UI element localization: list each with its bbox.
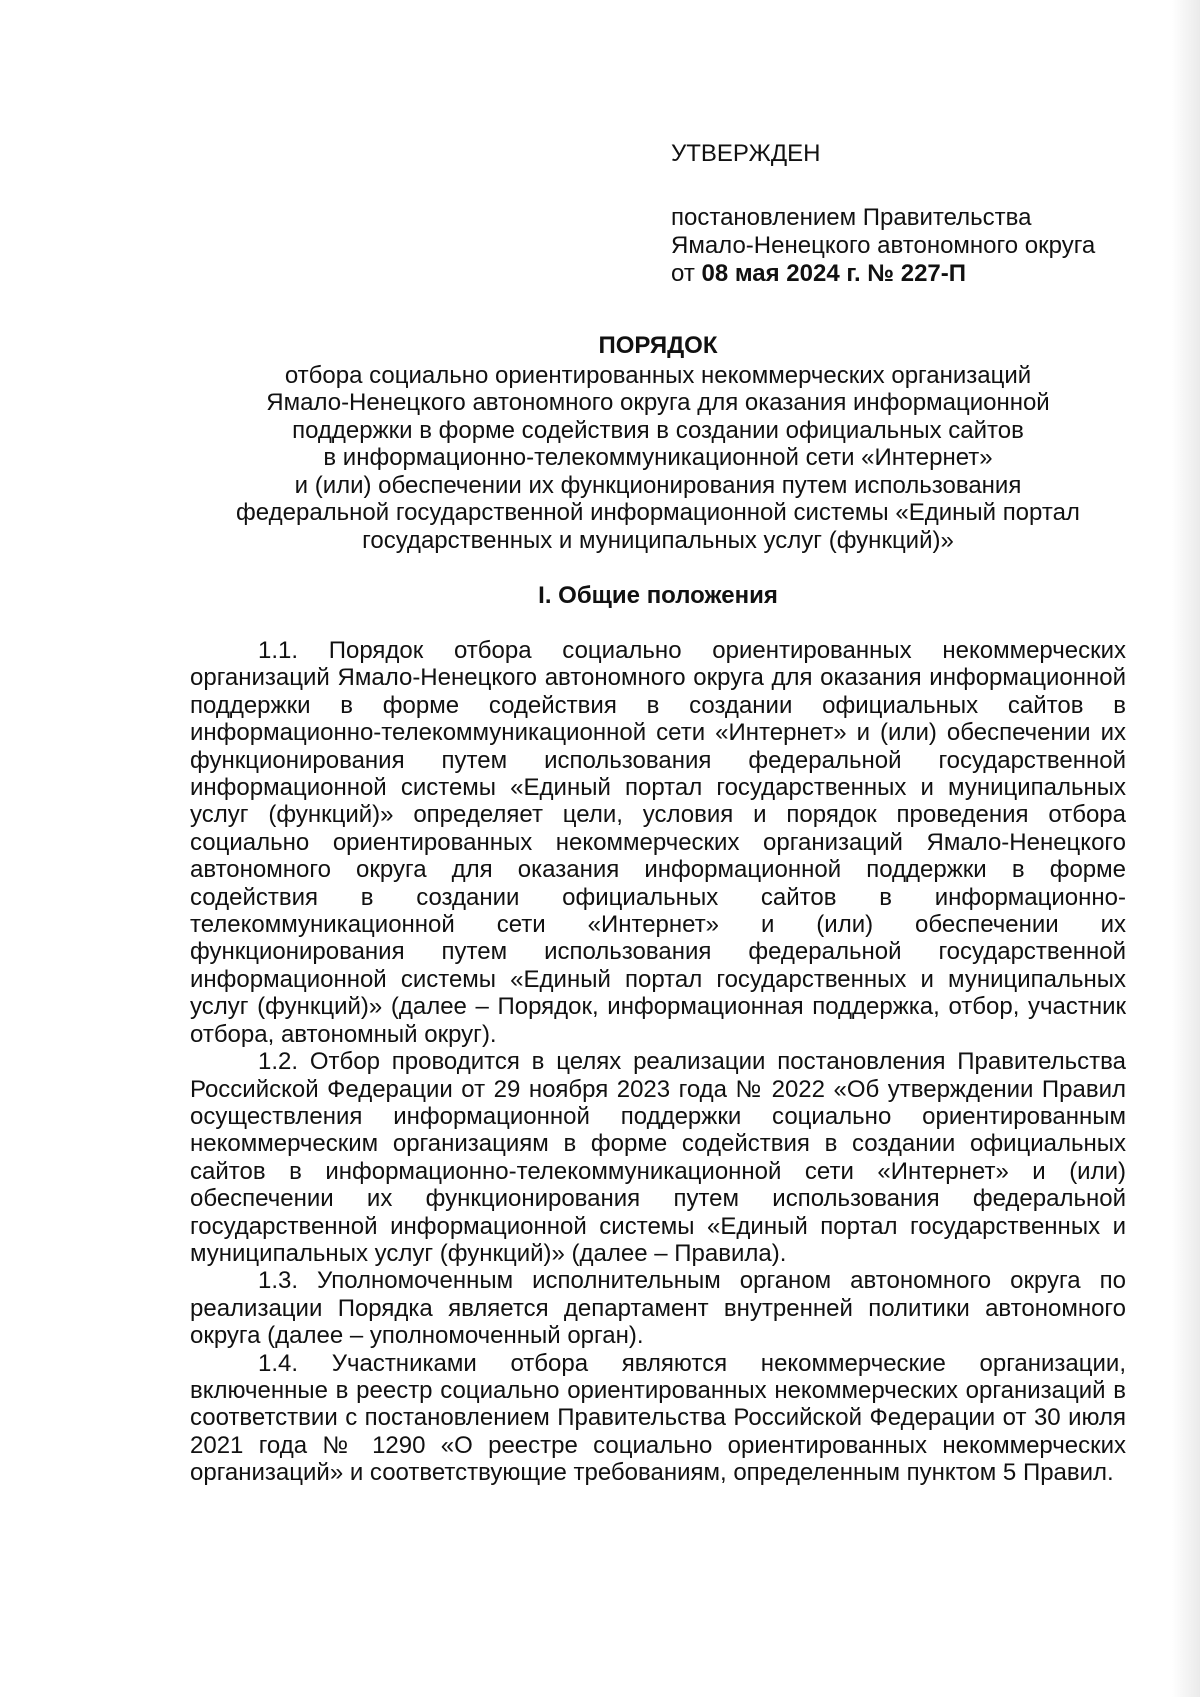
paragraph-1-4: 1.4. Участниками отбора являются некоммерческие организации, включенные в реестр социально ориентированных некоммерческих организаций в соответствии с постановлением Правительства Российской Федерации от 30 июля 2021 года № 1290 «О реестре социально ориентированных некоммерческих организаций» и соответствующие требованиям, определенным пунктом 5 Правил. — [190, 1349, 1126, 1487]
paragraph-1-1: 1.1. Порядок отбора социально ориентированных некоммерческих организаций Ямало-Ненецкого автономного округа для оказания информационной поддержки в форме содействия в создании официальных сайтов в информационно-телекоммуникационной сети «Интернет» и (или) обеспечении их функционирования путем использования федеральной государственной информационной системы «Единый портал государственных и муниципальных услуг (функций)» определяет цели, условия и порядок проведения отбора социально ориентированных некоммерческих организаций Ямало-Ненецкого автономного округа для оказания информационной поддержки в форме содействия в создании официальных сайтов в информационно-телекоммуникационной сети «Интернет» и (или) обеспечении их функционирования путем использования федеральной государственной информационной системы «Единый портал государственных и муниципальных услуг (функций)» (далее – Порядок, информационная поддержка, отбор, участник отбора, автономный округ). — [190, 637, 1126, 1048]
subtitle-line: и (или) обеспечении их функционирования путем использования — [294, 471, 1022, 499]
decree-line-3 — [671, 260, 1095, 288]
decree-line-2: Ямало-Ненецкого автономного округа — [671, 232, 1096, 259]
decree-prefix: от — [671, 260, 702, 287]
subtitle-line: в информационно-телекоммуникационной сети «Интернет» — [323, 444, 993, 471]
approved-label: УТВЕРЖДЕН — [671, 140, 821, 167]
paragraph-1-2: 1.2. Отбор проводится в целях реализации постановления Правительства Российской Федерации от 29 ноября 2023 года № 2022 «Об утверждении Правил осуществления информационной поддержки социально ориентированным некоммерческим организациям в форме содействия в создании официальных сайтов в информационно-телекоммуникационной сети «Интернет» и (или) обеспечении их функционирования путем использования федеральной государственной информационной системы «Единый портал государственных и муниципальных услуг (функций)» (далее – Правила). — [190, 1048, 1126, 1267]
subtitle-line: Ямало-Ненецкого автономного округа для оказания информационной — [266, 389, 1050, 416]
decree-line-1: постановлением Правительства — [671, 204, 1032, 231]
document-title-block — [190, 332, 1126, 554]
subtitle-line: отбора социально ориентированных некоммерческих организаций — [284, 361, 1032, 389]
page-edge-shadow — [1172, 0, 1200, 1697]
section-body — [190, 637, 1126, 1487]
subtitle-line: федеральной государственной информационной системы «Единый портал — [236, 499, 1080, 526]
document-title: ПОРЯДОК — [598, 332, 718, 359]
decree-date-number: 08 мая 2024 г. № 227-П — [701, 260, 966, 287]
subtitle-line: государственных и муниципальных услуг (функций)» — [362, 526, 954, 554]
paragraph-1-3: 1.3. Уполномоченным исполнительным органом автономного округа по реализации Порядка является департамент внутренней политики автономного округа (далее – уполномоченный орган). — [190, 1267, 1126, 1350]
subtitle-line: поддержки в форме содействия в создании официальных сайтов — [292, 416, 1024, 444]
section-heading: I. Общие положения — [538, 582, 778, 609]
approval-block — [671, 140, 1095, 288]
